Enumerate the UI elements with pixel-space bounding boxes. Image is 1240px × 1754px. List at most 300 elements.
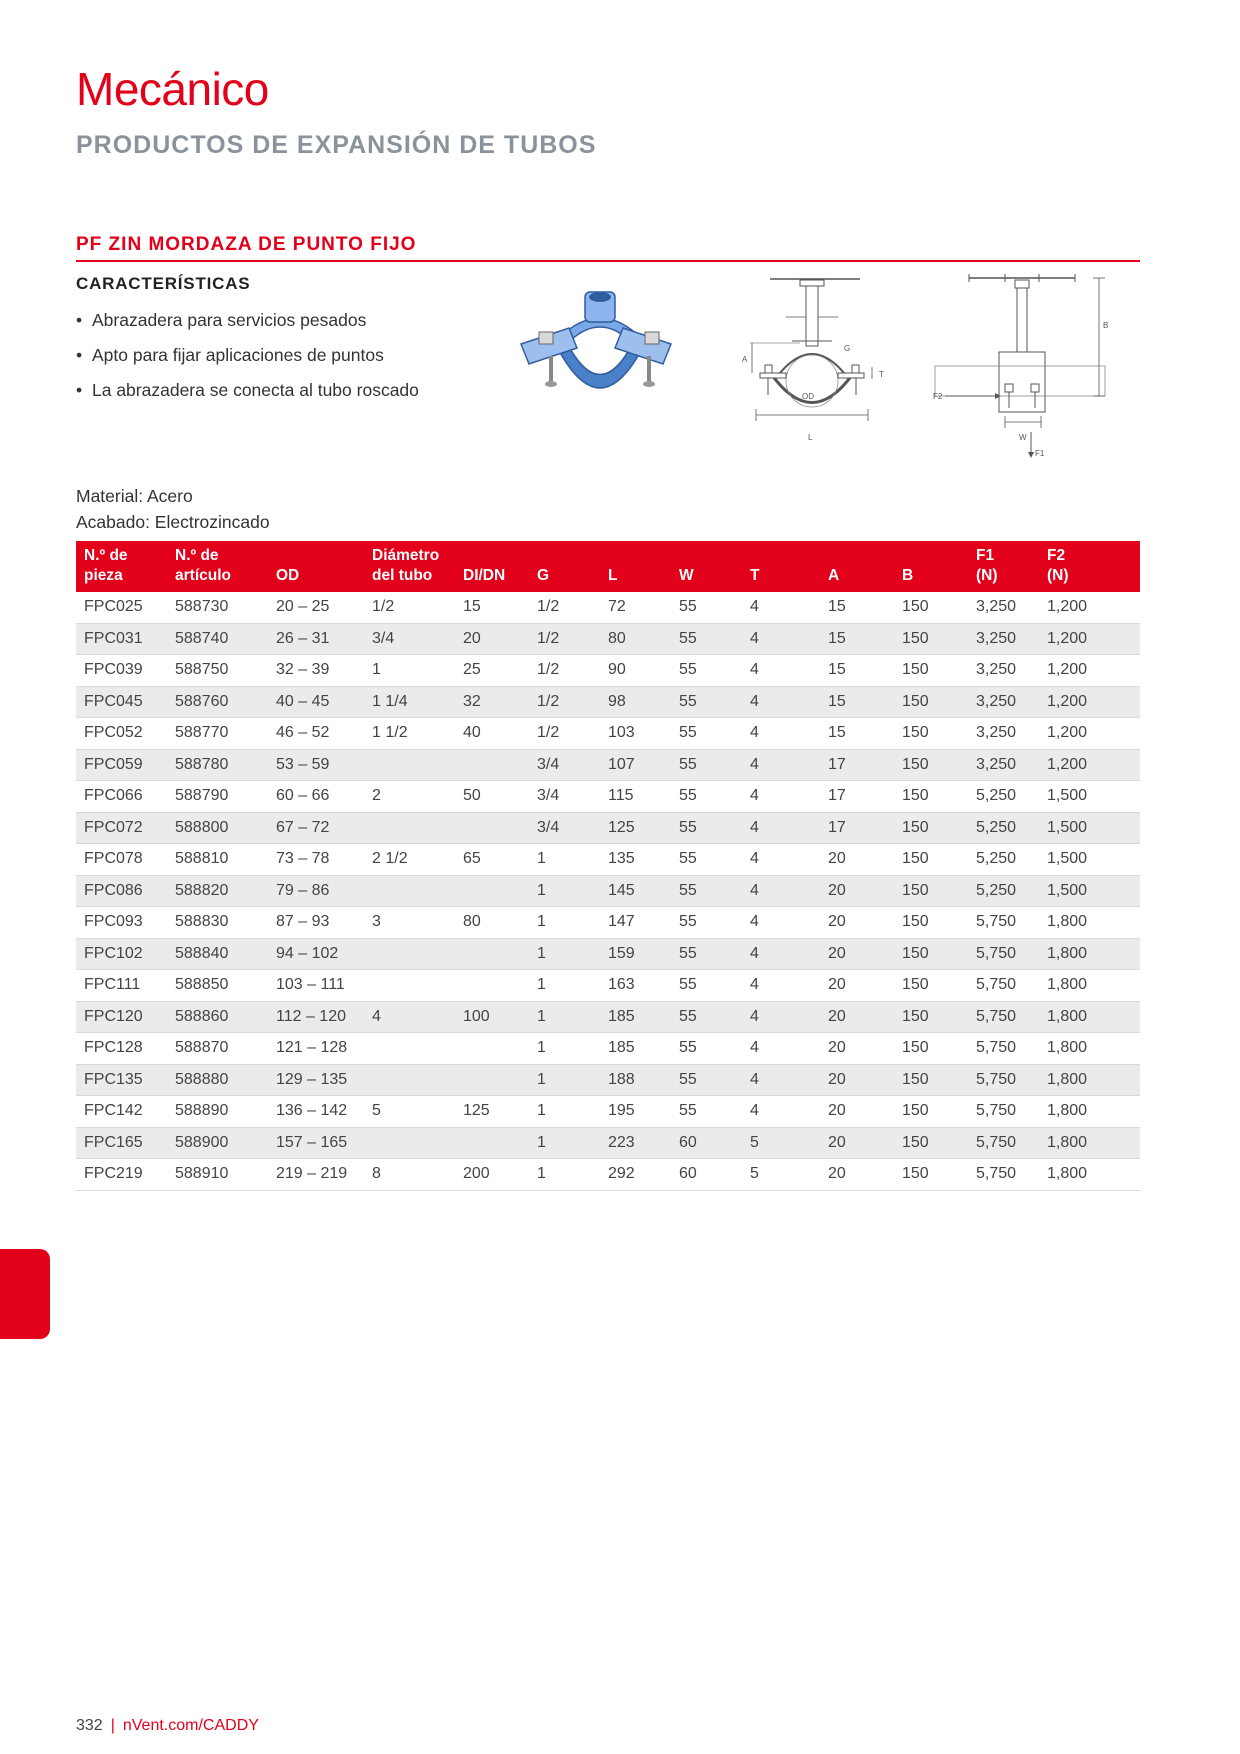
table-cell: 72 [600,592,671,623]
table-cell: 65 [455,844,529,876]
table-cell: FPC086 [76,875,167,907]
table-cell: 4 [742,623,820,655]
table-cell: 20 [820,907,894,939]
table-cell: 17 [820,749,894,781]
table-cell: 20 [820,1127,894,1159]
table-cell: 1/2 [529,686,600,718]
table-cell: 1/2 [529,623,600,655]
table-cell: 4 [742,875,820,907]
table-cell: 588840 [167,938,268,970]
table-cell: 1,200 [1039,749,1140,781]
table-cell: 20 [820,844,894,876]
table-cell: 1,200 [1039,686,1140,718]
table-cell: 150 [894,1096,968,1128]
features-list [76,308,436,413]
table-row [76,844,1140,876]
table-cell: 588780 [167,749,268,781]
table-cell [455,875,529,907]
col-header-t: T [742,541,820,592]
table-cell [364,1033,455,1065]
table-cell: 5,750 [968,970,1039,1002]
table-cell: 4 [742,812,820,844]
table-cell: 4 [742,1064,820,1096]
dim-label-t: T [879,370,884,379]
table-cell: 3,250 [968,623,1039,655]
table-row [76,970,1140,1002]
table-cell [455,970,529,1002]
table-cell: 115 [600,781,671,813]
table-cell: 87 – 93 [268,907,364,939]
table-cell: 4 [742,718,820,750]
table-cell [364,749,455,781]
table-cell: 150 [894,781,968,813]
table-cell: 40 [455,718,529,750]
table-cell: 185 [600,1033,671,1065]
page-subtitle: PRODUCTOS DE EXPANSIÓN DE TUBOS [76,131,597,159]
table-cell: FPC219 [76,1159,167,1191]
table-cell: 121 – 128 [268,1033,364,1065]
table-cell: 3,250 [968,655,1039,687]
table-cell: 1 [529,875,600,907]
table-cell: 1,800 [1039,970,1140,1002]
table-cell: 150 [894,623,968,655]
table-cell: 94 – 102 [268,938,364,970]
table-row [76,1127,1140,1159]
table-cell: 147 [600,907,671,939]
table-cell: 5,250 [968,781,1039,813]
table-cell: 73 – 78 [268,844,364,876]
table-cell: 4 [364,1001,455,1033]
table-cell: 3,250 [968,592,1039,623]
table-cell: 1/2 [364,592,455,623]
table-cell [455,1127,529,1159]
table-cell: 5,750 [968,1096,1039,1128]
table-cell: FPC039 [76,655,167,687]
table-cell: 5,750 [968,1159,1039,1191]
table-cell: 55 [671,938,742,970]
table-cell: 1 1/4 [364,686,455,718]
table-header-row [76,541,1140,592]
table-row [76,1159,1140,1191]
table-cell: 15 [455,592,529,623]
table-cell: FPC031 [76,623,167,655]
table-cell: 5,750 [968,1064,1039,1096]
table-cell: 20 [455,623,529,655]
table-row [76,1096,1140,1128]
table-cell: 150 [894,812,968,844]
table-cell: 1,200 [1039,592,1140,623]
col-header-articulo: N.º de artículo [167,541,268,592]
table-row [76,875,1140,907]
table-cell: 150 [894,1064,968,1096]
table-cell: 15 [820,655,894,687]
col-header-didn: DI/DN [455,541,529,592]
table-cell: 588760 [167,686,268,718]
table-cell: 292 [600,1159,671,1191]
table-cell: 20 [820,1001,894,1033]
table-cell: 4 [742,907,820,939]
table-cell: 4 [742,1096,820,1128]
table-cell: 150 [894,907,968,939]
table-cell: 46 – 52 [268,718,364,750]
table-cell: 67 – 72 [268,812,364,844]
table-cell: FPC052 [76,718,167,750]
table-cell: 588870 [167,1033,268,1065]
table-cell: 8 [364,1159,455,1191]
table-cell: 55 [671,907,742,939]
table-cell: 80 [455,907,529,939]
table-cell: 145 [600,875,671,907]
page-number: 332 [76,1717,103,1734]
table-cell: 1/2 [529,592,600,623]
col-header-diametro: Diámetro del tubo [364,541,455,592]
dim-label-w: W [1019,433,1027,442]
table-cell: 4 [742,781,820,813]
table-cell: 5,250 [968,812,1039,844]
table-cell: 15 [820,592,894,623]
dim-label-a: A [742,355,748,364]
table-cell: 150 [894,875,968,907]
table-cell: 1,800 [1039,1033,1140,1065]
table-cell: 1 [529,1096,600,1128]
table-cell: 588750 [167,655,268,687]
table-cell: FPC165 [76,1127,167,1159]
table-cell: 150 [894,749,968,781]
col-header-f1: F1 (N) [968,541,1039,592]
table-cell: FPC078 [76,844,167,876]
table-cell: 55 [671,1064,742,1096]
table-cell: 219 – 219 [268,1159,364,1191]
table-cell: 79 – 86 [268,875,364,907]
table-row [76,592,1140,623]
table-cell: 107 [600,749,671,781]
table-cell: 55 [671,623,742,655]
table-cell: 3/4 [529,781,600,813]
table-cell: 5,250 [968,844,1039,876]
table-cell: 60 – 66 [268,781,364,813]
table-cell: 188 [600,1064,671,1096]
table-cell: 5,750 [968,1127,1039,1159]
table-cell: 20 [820,970,894,1002]
table-cell: 15 [820,623,894,655]
table-cell: 136 – 142 [268,1096,364,1128]
table-cell: 588890 [167,1096,268,1128]
table-cell: 159 [600,938,671,970]
table-cell: 55 [671,781,742,813]
chapter-tab-marker [0,1249,50,1339]
table-cell: 55 [671,592,742,623]
table-cell: 163 [600,970,671,1002]
table-cell: 4 [742,592,820,623]
table-cell: 55 [671,812,742,844]
table-cell: 1,500 [1039,844,1140,876]
table-cell [455,1033,529,1065]
table-cell: 55 [671,655,742,687]
table-cell: 1,500 [1039,875,1140,907]
table-cell: 150 [894,938,968,970]
table-cell: 588910 [167,1159,268,1191]
table-cell: 125 [600,812,671,844]
table-cell: 1 1/2 [364,718,455,750]
table-cell [364,938,455,970]
spec-table-body [76,592,1140,1190]
table-cell: 32 [455,686,529,718]
footer-link[interactable]: nVent.com/CADDY [122,1717,259,1734]
material-info [76,483,270,535]
table-cell: 4 [742,1033,820,1065]
table-cell: 100 [455,1001,529,1033]
table-row [76,718,1140,750]
feature-item: • La abrazadera se conecta al tubo roscado [76,378,436,403]
table-cell: 223 [600,1127,671,1159]
table-cell: 17 [820,812,894,844]
dim-label-b: B [1103,321,1109,330]
table-cell: 15 [820,686,894,718]
col-header-a: A [820,541,894,592]
table-cell: 150 [894,1001,968,1033]
table-cell: FPC045 [76,686,167,718]
table-cell: 1 [529,1127,600,1159]
table-cell: 5 [742,1159,820,1191]
table-cell: 1 [364,655,455,687]
table-cell: 200 [455,1159,529,1191]
table-cell: 185 [600,1001,671,1033]
table-cell: 1 [529,1159,600,1191]
table-cell: 3,250 [968,718,1039,750]
bullet-icon: • [76,345,83,365]
table-cell [455,938,529,970]
table-cell: 1,500 [1039,781,1140,813]
table-cell: 150 [894,686,968,718]
table-cell: 1 [529,1064,600,1096]
table-cell [364,1127,455,1159]
table-cell: FPC128 [76,1033,167,1065]
table-cell: 26 – 31 [268,623,364,655]
table-cell: 1,800 [1039,907,1140,939]
table-cell: 60 [671,1159,742,1191]
spec-table [76,541,1140,1191]
table-cell: 588830 [167,907,268,939]
table-cell: 1,200 [1039,623,1140,655]
table-cell: FPC135 [76,1064,167,1096]
table-cell: 3/4 [529,812,600,844]
table-cell: 53 – 59 [268,749,364,781]
bullet-icon: • [76,380,83,400]
table-cell: 3,250 [968,749,1039,781]
table-cell: FPC025 [76,592,167,623]
dim-label-od: OD [802,392,814,401]
table-cell: 20 [820,938,894,970]
col-header-l: L [600,541,671,592]
table-cell: 60 [671,1127,742,1159]
table-cell [364,970,455,1002]
table-cell: 150 [894,655,968,687]
table-cell: 588740 [167,623,268,655]
table-cell: 5,750 [968,938,1039,970]
finish-text: Acabado: Electrozincado [76,512,270,532]
table-cell: 150 [894,718,968,750]
table-row [76,907,1140,939]
table-cell: 1,800 [1039,1001,1140,1033]
table-cell: 4 [742,1001,820,1033]
table-cell: 1 [529,970,600,1002]
table-cell: 1,800 [1039,938,1140,970]
table-cell: 4 [742,970,820,1002]
table-cell: 55 [671,875,742,907]
material-text: Material: Acero [76,486,193,506]
table-cell: 150 [894,592,968,623]
table-cell: 129 – 135 [268,1064,364,1096]
table-cell: 1,800 [1039,1159,1140,1191]
table-cell: 1,800 [1039,1096,1140,1128]
table-cell: 588770 [167,718,268,750]
table-cell: 3/4 [364,623,455,655]
table-cell: 80 [600,623,671,655]
table-cell: 588810 [167,844,268,876]
table-cell: 5,250 [968,875,1039,907]
table-cell: 588820 [167,875,268,907]
table-cell: 103 – 111 [268,970,364,1002]
table-cell: 98 [600,686,671,718]
table-cell: 3 [364,907,455,939]
table-cell: 4 [742,938,820,970]
page-title: Mecánico [76,63,269,115]
table-cell: 195 [600,1096,671,1128]
table-cell: 5,750 [968,1001,1039,1033]
table-cell: FPC142 [76,1096,167,1128]
table-cell: 5,750 [968,1033,1039,1065]
table-cell [364,1064,455,1096]
product-title: PF ZIN MORDAZA DE PUNTO FIJO [76,234,417,255]
table-cell: 32 – 39 [268,655,364,687]
table-cell [364,875,455,907]
table-cell: 588860 [167,1001,268,1033]
table-cell: 1/2 [529,718,600,750]
table-cell: 3,250 [968,686,1039,718]
features-heading: CARACTERÍSTICAS [76,274,251,293]
table-row [76,812,1140,844]
table-cell: 4 [742,844,820,876]
page-footer [76,1717,259,1735]
table-cell: 1,800 [1039,1064,1140,1096]
table-cell: 40 – 45 [268,686,364,718]
table-cell: 588800 [167,812,268,844]
table-cell: 1,500 [1039,812,1140,844]
table-cell: 112 – 120 [268,1001,364,1033]
table-row [76,1033,1140,1065]
table-cell: 588850 [167,970,268,1002]
dim-label-l: L [808,433,813,442]
table-cell: 157 – 165 [268,1127,364,1159]
table-cell: 20 [820,1159,894,1191]
table-cell: FPC093 [76,907,167,939]
table-cell: FPC066 [76,781,167,813]
table-row [76,938,1140,970]
table-cell: 20 [820,1064,894,1096]
col-header-f2: F2 (N) [1039,541,1140,592]
table-cell: 150 [894,844,968,876]
col-header-od: OD [268,541,364,592]
table-cell: 135 [600,844,671,876]
dim-label-f1: F1 [1035,449,1045,458]
feature-item: • Abrazadera para servicios pesados [76,308,436,333]
table-cell: FPC120 [76,1001,167,1033]
footer-separator: | [110,1717,115,1734]
table-cell: 150 [894,1159,968,1191]
table-cell: 17 [820,781,894,813]
table-cell: 55 [671,718,742,750]
table-cell: 150 [894,970,968,1002]
table-row [76,749,1140,781]
table-cell: 125 [455,1096,529,1128]
section-divider [76,260,1140,262]
table-cell: 1,200 [1039,655,1140,687]
table-cell [455,1064,529,1096]
table-cell: 55 [671,970,742,1002]
table-cell: 55 [671,1001,742,1033]
table-cell: 2 1/2 [364,844,455,876]
table-cell: 1 [529,938,600,970]
table-cell: FPC059 [76,749,167,781]
table-cell: 15 [820,718,894,750]
table-cell: 1 [529,907,600,939]
table-cell: 55 [671,686,742,718]
table-row [76,623,1140,655]
table-cell: 20 [820,875,894,907]
table-cell: 1 [529,844,600,876]
col-header-pieza: N.º de pieza [76,541,167,592]
table-cell: 588790 [167,781,268,813]
col-header-w: W [671,541,742,592]
table-cell [455,749,529,781]
table-cell: 3/4 [529,749,600,781]
table-cell: 4 [742,749,820,781]
table-cell: FPC072 [76,812,167,844]
table-cell: 20 – 25 [268,592,364,623]
table-row [76,686,1140,718]
side-dimension-diagram [935,272,1115,472]
table-cell: 55 [671,749,742,781]
table-cell: 4 [742,655,820,687]
table-cell: 55 [671,1033,742,1065]
dim-label-g: G [844,344,851,353]
table-cell: 1,800 [1039,1127,1140,1159]
table-cell: 1/2 [529,655,600,687]
table-cell: 588730 [167,592,268,623]
table-cell: 103 [600,718,671,750]
col-header-g: G [529,541,600,592]
table-cell: 588900 [167,1127,268,1159]
table-row [76,781,1140,813]
table-cell: 1 [529,1033,600,1065]
table-cell: 5 [364,1096,455,1128]
table-cell: FPC102 [76,938,167,970]
table-cell: 150 [894,1127,968,1159]
clamp-product-image [515,288,685,428]
dim-label-f2: F2 [933,392,943,401]
table-cell: FPC111 [76,970,167,1002]
table-cell: 55 [671,1096,742,1128]
table-cell: 2 [364,781,455,813]
table-cell [364,812,455,844]
table-cell [455,812,529,844]
table-cell: 55 [671,844,742,876]
col-header-b: B [894,541,968,592]
table-cell: 20 [820,1033,894,1065]
table-row [76,655,1140,687]
table-cell: 50 [455,781,529,813]
table-cell: 20 [820,1096,894,1128]
